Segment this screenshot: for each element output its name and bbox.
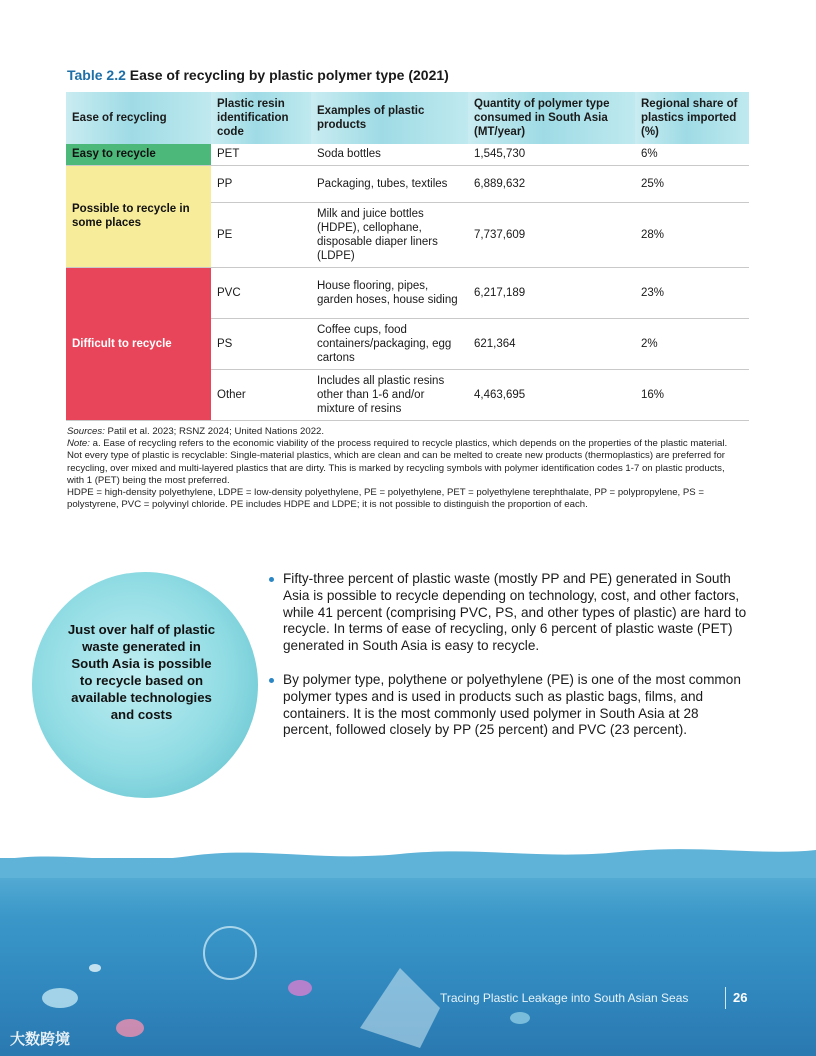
category-easy: Easy to recycle	[66, 144, 211, 165]
note-text: a. Ease of recycling refers to the economic viability of the process required to recycle plastics, which depends on the properties of the plastic material. Not every type of plastic is recyclable: Single-material plastics, which are clean and can be melted to create new products (thermoplastics) are preferred for recycling, over mixed and multi-layered plastics that are dirty. This is marked by recycling symbols with polymer identification codes 1-7 on plastic products, with 1 (PET) being the most preferred.	[67, 438, 728, 486]
table-header-row	[66, 92, 749, 144]
abbreviations-line: HDPE = high-density polyethylene, LDPE = low-density polyethylene, PE = polyethylene, PET = polyethylene terephthalate, PP = polypropylene, PS = polystyrene, PVC = polyvinyl chloride. PE includes HDPE and LDPE; it is not possible to distinguish the proportion of each.	[67, 487, 704, 511]
header-ease: Ease of recycling	[66, 92, 211, 144]
bullet-list	[268, 571, 750, 756]
sources-line	[67, 426, 737, 438]
footer-divider	[725, 987, 726, 1009]
header-share: Regional share of plastics imported (%)	[635, 92, 749, 144]
header-quantity: Quantity of polymer type consumed in South Asia (MT/year)	[468, 92, 635, 144]
list-item: Fifty-three percent of plastic waste (mostly PP and PE) generated in South Asia is possible to recycle depending on technology, cost, and other factors, while 41 percent (comprising PVC, PS, and other types of plastic) are hard to recycle. In terms of ease of recycling, only 6 percent of plastic waste (PET) generated in South Asia is easy to recycle.	[268, 571, 750, 655]
table-title	[67, 67, 449, 83]
cell-example: Includes all plastic resins other than 1-6 and/or mixture of resins	[311, 369, 468, 420]
header-code: Plastic resin identification code	[211, 92, 311, 144]
table-row	[66, 144, 749, 165]
cell-share: 25%	[635, 165, 749, 202]
cell-code: PE	[211, 202, 311, 267]
cell-quantity: 4,463,695	[468, 369, 635, 420]
ocean-debris	[0, 858, 816, 1056]
ocean-footer-art	[0, 858, 816, 1056]
list-item: By polymer type, polythene or polyethylene (PE) is one of the most common polymer types and is used in products such as plastic bags, films, and containers. It is the most commonly used polymer in South Asia at 28 percent, followed closely by PP (25 percent) and PVC (23 percent).	[268, 672, 750, 739]
sources-label: Sources:	[67, 426, 105, 437]
table-title-text: Ease of recycling by plastic polymer type (2021)	[129, 67, 449, 83]
cell-share: 16%	[635, 369, 749, 420]
cell-share: 28%	[635, 202, 749, 267]
header-examples: Examples of plastic products	[311, 92, 468, 144]
cell-example: Coffee cups, food containers/packaging, egg cartons	[311, 318, 468, 369]
callout-text: Just over half of plastic waste generated in South Asia is possible to recycle based on available technologies and costs	[67, 622, 216, 722]
cell-share: 6%	[635, 144, 749, 165]
cell-quantity: 6,889,632	[468, 165, 635, 202]
category-difficult: Difficult to recycle	[66, 267, 211, 420]
cell-code: PET	[211, 144, 311, 165]
cell-quantity: 1,545,730	[468, 144, 635, 165]
category-some: Possible to recycle in some places	[66, 165, 211, 267]
table-notes	[67, 426, 737, 511]
cell-code: PS	[211, 318, 311, 369]
cell-example: Soda bottles	[311, 144, 468, 165]
cell-share: 2%	[635, 318, 749, 369]
cell-example: Milk and juice bottles (HDPE), cellophane, disposable diaper liners (LDPE)	[311, 202, 468, 267]
watermark: 大数跨境	[10, 1031, 71, 1048]
footer-report-title: Tracing Plastic Leakage into South Asian Seas	[440, 991, 689, 1005]
cell-example: House flooring, pipes, garden hoses, house siding	[311, 267, 468, 318]
cell-quantity: 7,737,609	[468, 202, 635, 267]
cell-example: Packaging, tubes, textiles	[311, 165, 468, 202]
cell-code: PVC	[211, 267, 311, 318]
page-number: 26	[733, 990, 748, 1005]
table-row	[66, 267, 749, 318]
cell-quantity: 6,217,189	[468, 267, 635, 318]
cell-code: PP	[211, 165, 311, 202]
note-line	[67, 438, 737, 487]
cell-code: Other	[211, 369, 311, 420]
cell-share: 23%	[635, 267, 749, 318]
recycling-table	[66, 92, 749, 421]
cell-quantity: 621,364	[468, 318, 635, 369]
table-number: Table 2.2	[67, 67, 126, 83]
note-label: Note:	[67, 438, 90, 450]
table-row	[66, 165, 749, 202]
sources-text: Patil et al. 2023; RSNZ 2024; United Nations 2022.	[104, 426, 325, 437]
